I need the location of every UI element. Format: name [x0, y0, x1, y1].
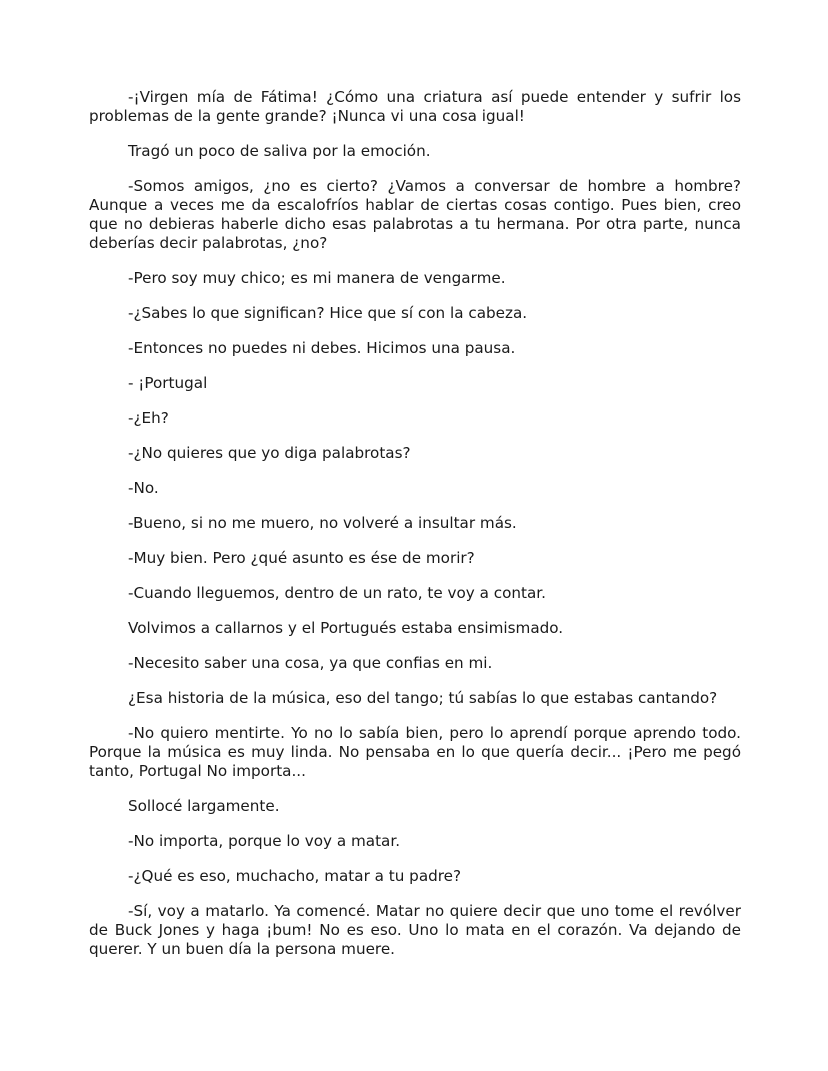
paragraph: -Pero soy muy chico; es mi manera de vengarme. [128, 269, 506, 287]
paragraph: -Somos amigos, ¿no es cierto? ¿Vamos a conversar de hombre a hombre? Aunque a veces me da escalofríos hablar de ciertas cosas contigo. Pues bien, creo que no debieras haberle dicho esas palabrotas a tu hermana. Por otra parte, nunca deberías decir palabrotas, ¿no? [89, 177, 741, 252]
paragraph: Sollocé largamente. [128, 797, 280, 815]
paragraph: -No. [128, 479, 159, 497]
paragraph: -No quiero mentirte. Yo no lo sabía bien, pero lo aprendí porque aprendo todo. Porque la música es muy linda. No pensaba en lo que quería decir... ¡Pero me pegó tanto, Portugal No importa... [89, 724, 741, 780]
paragraph: -Entonces no puedes ni debes. Hicimos una pausa. [128, 339, 516, 357]
paragraph: -Sí, voy a matarlo. Ya comencé. Matar no quiere decir que uno tome el revólver de Buck Jones y haga ¡bum! No es eso. Uno lo mata en el corazón. Va dejando de querer. Y un buen día la persona muere. [89, 902, 741, 958]
paragraph: -Cuando lleguemos, dentro de un rato, te voy a contar. [128, 584, 546, 602]
paragraph: ¿Esa historia de la música, eso del tango; tú sabías lo que estabas cantando? [128, 689, 718, 707]
paragraph: -¡Virgen mía de Fátima! ¿Cómo una criatura así puede entender y sufrir los problemas de la gente grande? ¡Nunca vi una cosa igual! [89, 88, 741, 125]
paragraph: - ¡Portugal [128, 374, 208, 392]
document-page [89, 88, 741, 975]
paragraph: -¿Sabes lo que significan? Hice que sí con la cabeza. [128, 304, 528, 322]
paragraph: -Muy bien. Pero ¿qué asunto es ése de morir? [128, 549, 475, 567]
paragraph: Tragó un poco de saliva por la emoción. [128, 142, 431, 160]
paragraph: -Bueno, si no me muero, no volveré a insultar más. [128, 514, 517, 532]
paragraph: Volvimos a callarnos y el Portugués estaba ensimismado. [128, 619, 564, 637]
paragraph: -¿Eh? [128, 409, 169, 427]
paragraph: -Necesito saber una cosa, ya que confias en mi. [128, 654, 493, 672]
paragraph: -¿Qué es eso, muchacho, matar a tu padre? [128, 867, 462, 885]
paragraph: -¿No quieres que yo diga palabrotas? [128, 444, 411, 462]
paragraph: -No importa, porque lo voy a matar. [128, 832, 401, 850]
